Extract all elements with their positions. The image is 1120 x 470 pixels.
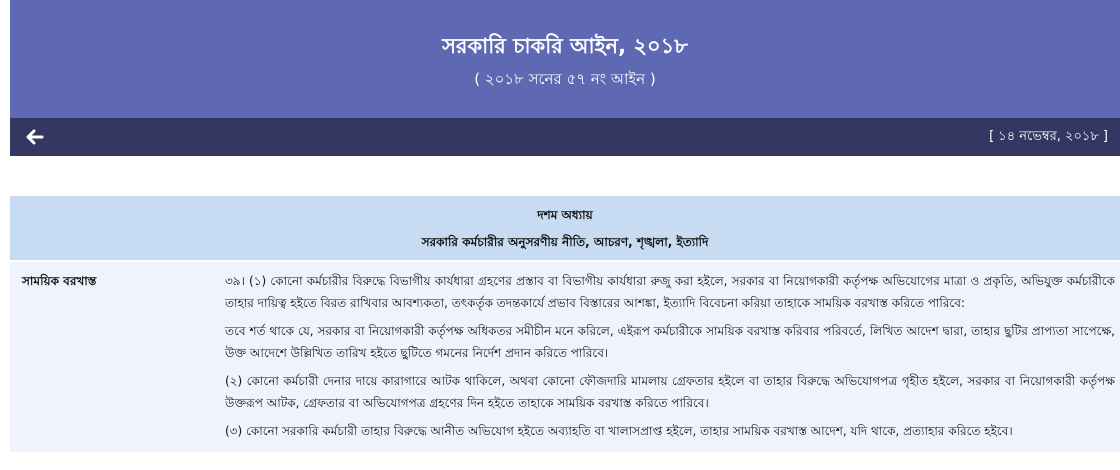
section-paragraph: ৩৯। (১) কোনো কর্মচারীর বিরুদ্ধে বিভাগীয় কার্যধারা গ্রহণের প্রস্তাব বা বিভাগীয় কার্যধারা রুজু করা হইলে, সরকার বা নিয়োগকারী কর্তৃপক্ষ অভিযোগের মাত্রা ও প্রকৃতি, অভিযুক্ত কর্মচারীকে তাহার দায়িত্ব হইতে বিরত রাখিবার আবশ্যকতা, তৎকর্তৃক তদন্তকার্যে প্রভাব বিস্তারের আশঙ্কা, ইত্যাদি বিবেচনা করিয়া তাহাকে সাময়িক বরখাস্ত করিতে পারিবে:: [225, 274, 1115, 310]
chapter-heading: [10, 196, 1120, 260]
law-header: [10, 0, 1120, 118]
chapter-subtitle: সরকারি কর্মচারীর অনুসরণীয় নীতি, আচরণ, শৃঙ্খলা, ইত্যাদি: [421, 235, 709, 249]
section-paragraph: (৩) কোনো সরকারি কর্মচারী তাহার বিরুদ্ধে আনীত অভিযোগ হইতে অব্যাহতি বা খালাসপ্রাপ্ত হইলে, তাহার সাময়িক বরখাস্ত আদেশ, যদি থাকে, প্রত্যাহার করিতে হইবে।: [225, 424, 1013, 438]
header-bar: [10, 118, 1120, 156]
publication-date: [ ১৪ নভেম্বর, ২০১৮ ]: [989, 129, 1108, 144]
section-paragraph: তবে শর্ত থাকে যে, সরকার বা নিয়োগকারী কর্তৃপক্ষ অধিকতর সমীচীন মনে করিলে, এইরূপ কর্মচারীকে সাময়িক বরখাস্ত করিবার পরিবর্তে, লিখিত আদেশ দ্বারা, তাহার ছুটির প্রাপ্যতা সাপেক্ষে, উক্ত আদেশে উল্লিখিত তারিখ হইতে ছুটিতে গমনের নির্দেশ প্রদান করিতে পারিবে।: [225, 324, 1115, 360]
law-title: সরকারি চাকরি আইন, ২০১৮: [442, 34, 688, 58]
section-content: [10, 262, 1120, 452]
chapter-title: দশম অধ্যায়: [537, 208, 593, 222]
section-body: [225, 270, 1115, 448]
page-frame: [10, 0, 1120, 470]
arrow-left-icon: [22, 124, 48, 150]
back-button[interactable]: [22, 124, 48, 150]
law-subtitle: ( ২০১৮ সনের ৫৭ নং আইন ): [474, 70, 656, 88]
section-label: সাময়িক বরখাস্ত: [22, 274, 97, 288]
section-paragraph: (২) কোনো কর্মচারী দেনার দায়ে কারাগারে আটক থাকিলে, অথবা কোনো ফৌজদারি মামলায় গ্রেফতার হইলে বা তাহার বিরুদ্ধে অভিযোগপত্র গৃহীত হইলে, সরকার বা নিয়োগকারী কর্তৃপক্ষ উক্তরূপ আটক, গ্রেফতার বা অভিযোগপত্র গ্রহণের দিন হইতে তাহাকে সাময়িক বরখাস্ত করিতে পারিবে।: [225, 374, 1115, 410]
